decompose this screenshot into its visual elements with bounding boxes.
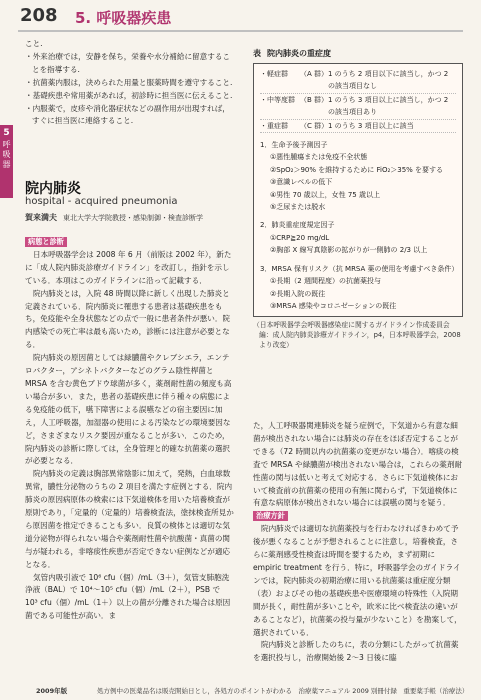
header-divider [18, 30, 463, 32]
continuation-line: ・外来治療では，安静を保ち，栄養や水分補給に留意することを指導する. [25, 51, 231, 74]
body-paragraph: 気管内吸引液で 10⁶ cfu（個）/mL（3＋），気管支肺胞洗浄液（BAL）で 10⁴～10⁵ cfu（個）/mL（2＋），PSB で 10³ cfu（個）/mL（1＋）以上の菌が分離された場合は原因菌である可能性が高い．ま [25, 572, 231, 621]
section-badge: 病態と診断 [25, 237, 67, 247]
page-number: 208 [20, 5, 58, 26]
criteria-item: ①長期（2 週間程度）の抗菌薬投与 [270, 277, 381, 286]
author-affiliation: 東北大学大学院教授・感染制御・検査診断学 [63, 214, 203, 222]
right-body [253, 420, 463, 665]
side-tab-label: 呼吸器 [2, 140, 11, 169]
table-frame [253, 63, 463, 317]
chapter-title: 5. 呼吸器疾患 [75, 9, 172, 27]
side-tab-number: 5 [3, 128, 10, 138]
author-name: 賀来満夫 [25, 213, 57, 222]
criteria-heading: 2．肺炎重症度規定因子 [260, 221, 335, 230]
criteria-item: ①CRP≧20 mg/dL [270, 233, 330, 242]
continuation-line: ・基礎疾患や常用薬があれば，初診時に担当医に伝えること. [25, 90, 233, 100]
edition-logo: 2009年版 [36, 687, 68, 695]
severity-label: ・中等度群 [260, 95, 295, 104]
severity-desc: 1 のうち 2 項目以下に該当し，かつ 2 の該当項目なし [328, 70, 449, 91]
body-paragraph: 院内肺炎と診断したのちに，表の分類にしたがって抗菌薬を選択投与し，治療開始後 2～3 日後に臨 [253, 640, 459, 663]
criteria-item: ③MRSA 感染やコロニゼーションの既往 [270, 301, 397, 310]
criteria-item: ①悪性腫瘍または免疫不全状態 [270, 153, 368, 162]
author-line [25, 212, 203, 223]
criteria-item: ②胸部 X 線写真陰影の拡がりが一側肺の 2/3 以上 [270, 246, 428, 255]
body-paragraph: 日本呼吸器学会は 2008 年 6 月（前版は 2002 年），新たに「成人院内肺炎診療ガイドライン」を改訂し，指針を示している．本項はこのガイドラインに沿って記載する． [25, 249, 232, 285]
severity-group: （A 群） [300, 70, 329, 78]
continuation-line: こと. [25, 39, 43, 48]
criteria-heading: 1．生命予後予測因子 [260, 141, 328, 150]
table-label: 表 [253, 49, 261, 58]
severity-table [253, 48, 463, 350]
publication-line: 処方例中の医薬品名は販売開始日とし，各処方のポイントがわかる 治療薬マニュアル 2009 別冊付録 重要薬手帳（治療法） [97, 687, 469, 695]
criteria-item: ②SpO₂＞90% を維持するために FiO₂＞35% を要する [270, 165, 444, 174]
body-paragraph: 院内肺炎の定義は胸部異常陰影に加えて，発熱，白血球数異常，膿性分泌物のうちの 2 項目を満たす症例とする．院内肺炎の原因病原体の検索には下気道検体を用いた培養検査が原則であり，「定量的（定量的）培養検査法，塗抹検査所見から原因菌を推定できることも多い．良質の検体とは適切な気道分泌物が得られない場合や薬剤耐性菌や抗酸菌・真菌の関与が疑われる，非喀痰性疾患が否定できない症例などが適応となる． [25, 469, 234, 569]
left-continuation [25, 38, 235, 128]
criteria-heading: 3．MRSA 保有リスク（抗 MRSA 薬の使用を考慮すべき条件） [260, 264, 459, 273]
severity-row [260, 68, 456, 94]
body-paragraph: 院内肺炎では適切な抗菌薬投与を行わなければきわめて予後が悪くなることが予想されることに注意し，培養検査，さらに薬剤感受性検査は時間を要するため，まず初期に empiric treatment を行う．特に，呼吸器学会のガイドラインでは，院内肺炎の初期治療に用いる抗菌薬は重症度分類（表）およびその他の基礎疾患や医療環境の特殊性（入院期間が長く，耐性菌が多いことや，欧米に比べ検査法の違いがあることなど），抗菌薬の投与量が少ないこと）を勘案して，選択されている． [253, 524, 462, 637]
table-name: 院内肺炎の重症度 [267, 49, 331, 58]
page-footer [0, 684, 481, 700]
table-source-note: （日本呼吸器学会呼吸器感染症に関するガイドライン作成委員会編：成人院内肺炎診療ガイドライン，p4，日本呼吸器学会，2008 より改変） [253, 321, 461, 350]
table-title [253, 48, 463, 59]
criteria-item: ②長期入院の既往 [270, 289, 326, 298]
body-paragraph: 院内肺炎とは，入院 48 時間以降に新しく出現した肺炎と定義されている．院内肺炎に罹患する患者は基礎疾患をもち，免疫能や全身状態などの点で一般に患者条件が悪い．院内感染での死亡率は最も高いため，診断には注意が必要となる． [25, 288, 231, 350]
severity-row [260, 120, 456, 133]
body-paragraph: 院内肺炎の原因菌としては緑膿菌やクレブシエラ，エンテロバクター，アシネトバクターなどのグラム陰性桿菌と MRSA を含む黄色ブドウ球菌が多く，薬剤耐性菌の頻度も高い場合が多い．また，患者の基礎疾患に伴う種々の病態による免疫能の低下，嚥下障害による誤嚥などの宿主要因に加え，人工呼吸器，加湿器の使用による汚染などの環境要因など，さまざまなリスク要因が重なることが多い．このため，院内肺炎の診断に際しては，全身管理と的確な抗菌薬の選択が必要となる． [25, 353, 232, 466]
criteria-item: ④男性 70 歳以上，女性 75 歳以上 [270, 190, 380, 199]
body-paragraph: た，人工呼吸器関連肺炎を疑う症例で，下気道から有意な細菌が検出されない場合には肺炎の存在をほぼ否定することができる（72 時間以内の抗菌薬の変更がない場合）．喀痰の検査で MRSA や緑膿菌が検出されない場合は，これらの薬剤耐性菌の関与は低いと考えて対応する．さらに下気道検体において検査前の抗菌薬の使用の有無に関わらず，下気道検体に有意な病原体が検出されない場合には誤嚥の関与を疑う． [253, 421, 463, 508]
criteria-item: ⑤乏尿または脱水 [270, 203, 326, 212]
continuation-line: ・抗菌薬内服は，決められた用量と服薬時間を遵守すること. [25, 77, 233, 87]
severity-desc: 1 のうち 3 項目以上に該当 [328, 121, 414, 130]
chapter-side-tab [0, 125, 13, 198]
criteria-item: ③意識レベルの低下 [270, 178, 333, 187]
section-title-en: hospital - acquired pneumonia [25, 196, 178, 207]
severity-group: （B 群） [300, 95, 329, 104]
severity-label: ・軽症群 [260, 70, 288, 78]
continuation-line: ・内服薬で，皮疹や消化器症状などの副作用が出現すれば，すぐに担当医に連絡すること. [25, 103, 230, 126]
section-title: 院内肺炎 [25, 181, 81, 197]
left-body [25, 236, 235, 623]
severity-desc: 1 のうち 3 項目以上に該当し，かつ 2 の該当項目あり [328, 95, 449, 117]
severity-group: （C 群） [300, 121, 329, 130]
severity-row [260, 94, 456, 120]
section-badge: 治療方針 [253, 511, 288, 521]
severity-label: ・重症群 [260, 121, 288, 130]
